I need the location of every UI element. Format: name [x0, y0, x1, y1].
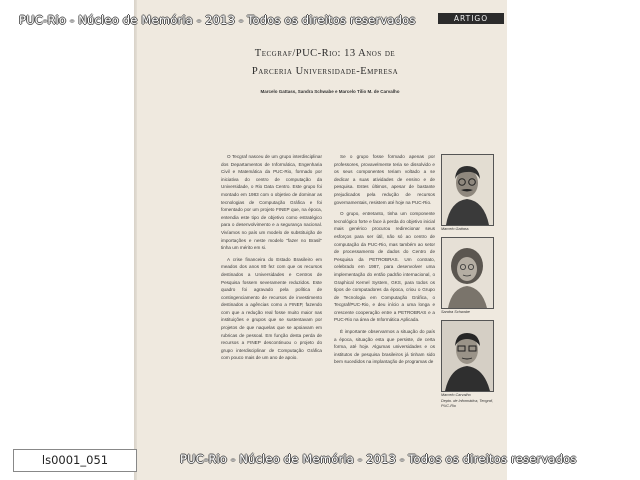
paragraph: É importante observarmos a situação do país a época, situação esta que persiste, de certa forma, até hoje. Algumas universidades e os institutos de pesquisa brasileiros já tinham sido bem sucedidos na implantação de programas de	[334, 329, 435, 365]
watermark-top: PUC-Rio - Núcleo de Memória - 2013 - Todos os direitos reservados	[19, 13, 416, 27]
document-id-label: ls0001_051	[13, 449, 137, 472]
author-photo-schwabe	[441, 237, 494, 309]
paragraph: O Tecgraf nasceu de um grupo interdisciplinar dos Departamentos de Informática, Engenharia Civil e Matemática da PUC-Rio, formado por iniciativa do centro de computação da Universidade, o Rio Data Centro. Este grupo foi montado em 1983 com o objetivo de dominar as tecnologias de Computação Gráfica e foi fomentado por um projeto FINEP que, na época, entendia este tipo de objetivo como estratégico para o desenvolvimento e a segurança nacional. Vivíamos no país um modelo de substituição de importações e neste modelo "fazer no Brasil" tinha um mérito em si.	[221, 154, 322, 251]
paragraph: A crise financeira do Estado Brasileiro em meados dos anos 80 fez com que os recursos destinados a Universidades e Centros de Pesquisa fossem severamente reduzidos. Este quadro foi agravado pela política de contingenciamento de recursos de investimento destinados a agências como a FINEP, fazendo com que a redução real fosse muito maior nas instituições e grupos que se sustentavam por projetos de que naquelas que se apoiavam em rubricas de pessoal. Em função desta perda de recursos a FINEP descontinuou o projeto do grupo interdisciplinar de Computação Gráfica com pouco mais de um ano de apoio.	[221, 256, 322, 361]
photo-caption-gattass: Marcelo Gattass	[441, 227, 469, 231]
portrait-drawing	[442, 238, 493, 308]
text-column-1	[221, 153, 322, 437]
section-tag: ARTIGO	[438, 13, 504, 24]
author-photo-carvalho	[441, 320, 494, 392]
portrait-drawing	[442, 155, 493, 225]
article-title-line2: Parceria Universidade-Empresa	[251, 66, 399, 77]
portrait-drawing	[442, 321, 493, 391]
photo-caption-schwabe: Sandra Schwabe	[441, 310, 470, 314]
watermark-bottom: PUC-Rio - Núcleo de Memória - 2013 - Todos os direitos reservados	[180, 452, 577, 466]
paragraph: Se o grupo fosse formado apenas por professores, provavelmente teria se dissolvido e os seus componentes teriam voltado a se dedicar a suas atividades de ensino e de pesquisa. Estes últimos, apesar de bastante prejudicados pela redução de recursos governamentais, resistem até hoje na PUC-Rio.	[334, 154, 435, 205]
photo-caption-carvalho: Marcelo Carvalho Depto. de Informática, Tecgraf, PUC-Rio	[441, 393, 493, 408]
author-photo-gattass	[441, 154, 494, 226]
article-authors: Marcelo Gattass, Sandra Schwabe e Marcelo Tilio M. de Carvalho	[260, 89, 400, 94]
paragraph: O grupo, entretanto, tinha um componente tecnológico forte e face à perda do objetivo inicial mais genérico procurou redirecionar seus esforços para ser útil, não só ao centro de computação da PUC-Rio, mas também ao setor de processamento de dados do Centro de Pesquisa da PETROBRAS. Um contrato, celebrado em 1987, para desenvolver uma implementação do então padrão internacional, o Graphical Kernel System, GKS, para todos os tipos de computadores da época, criou o Grupo de Tecnologia em Computação Gráfica, o Tecgraf/PUC-Rio, e deu início a uma longa e crescente cooperação entre a PETROBRAS e a PUC-Rio na área de Informática Aplicada.	[334, 211, 435, 323]
article-title-line1: Tecgraf/PUC-Rio: 13 Anos de	[254, 48, 396, 59]
text-column-2	[334, 153, 435, 437]
